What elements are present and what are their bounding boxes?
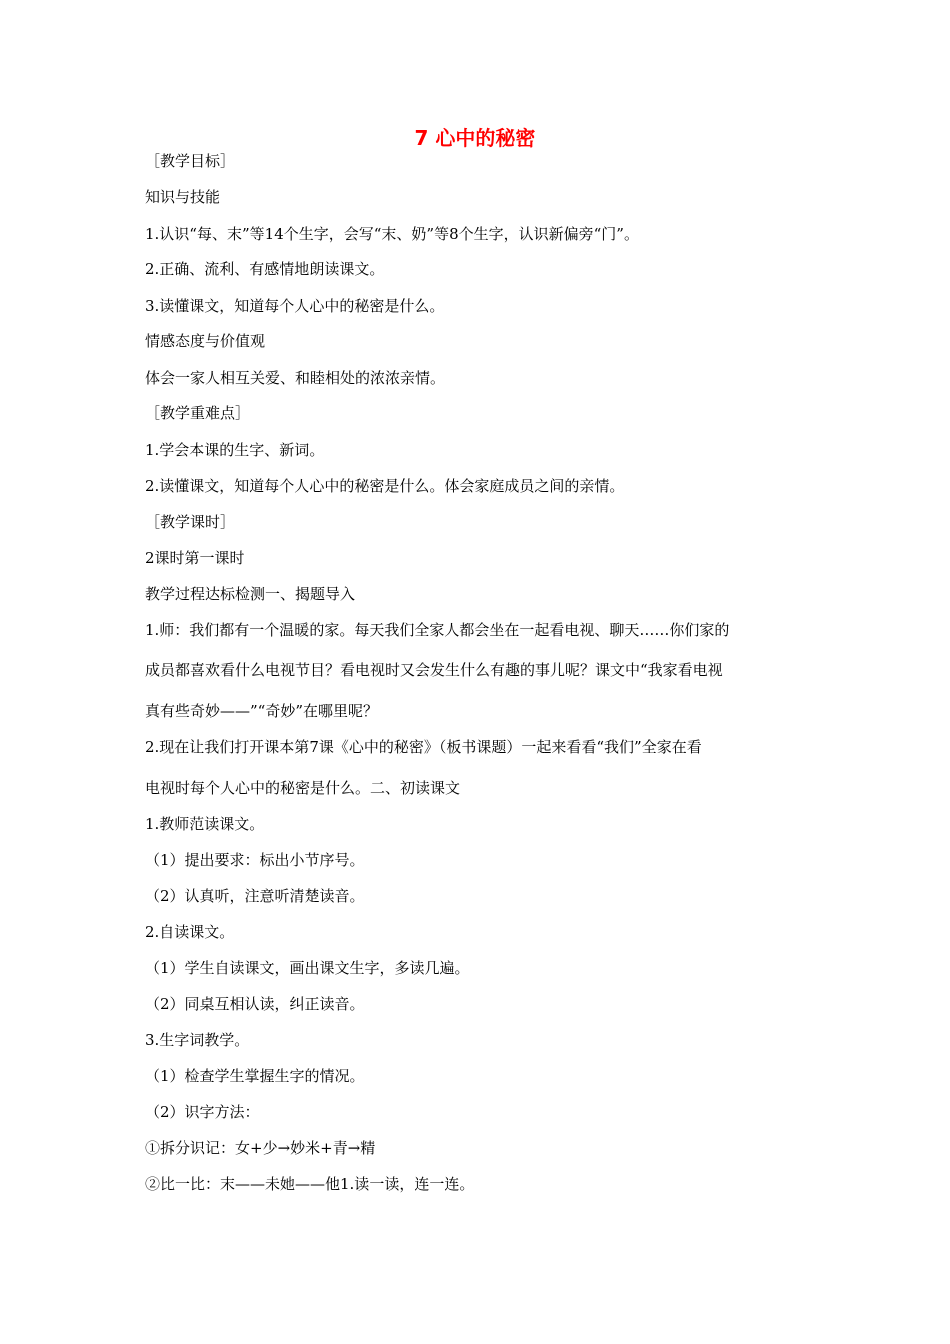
text-line: （1）学生自读课文，画出课文生字，多读几遍。 [145,959,470,977]
text-line: 真有些奇妙——”“奇妙”在哪里呢？ [145,702,379,720]
text-line: （2）同桌互相认读，纠正读音。 [145,995,365,1013]
text-line: ①拆分识记：女+少→妙米+青→精 [145,1139,376,1157]
text-line: （2）识字方法： [145,1103,260,1121]
text-line: 情感态度与价值观 [145,332,266,350]
text-line: 2课时第一课时 [145,549,245,567]
text-line: 3.生字词教学。 [145,1031,250,1049]
text-line: 1.师：我们都有一个温暖的家。每天我们全家人都会坐在一起看电视、聊天……你们家的 [145,621,730,639]
text-line: 知识与技能 [145,188,221,206]
document-title: 7 心中的秘密 [414,126,536,150]
text-line: 教学过程达标检测一、揭题导入 [145,585,356,603]
text-line: ［教学课时］ [145,513,236,531]
text-line: （1）检查学生掌握生字的情况。 [145,1067,365,1085]
text-line: ［教学重难点］ [145,404,251,422]
text-line: 1.认识“每、末”等14个生字，会写“末、奶”等8个生字，认识新偏旁“门”。 [145,225,639,243]
text-line: 2.正确、流利、有感情地朗读课文。 [145,260,385,278]
text-line: 2.读懂课文，知道每个人心中的秘密是什么。体会家庭成员之间的亲情。 [145,477,625,495]
text-line: 体会一家人相互关爱、和睦相处的浓浓亲情。 [145,369,446,387]
text-line: 3.读懂课文，知道每个人心中的秘密是什么。 [145,297,445,315]
text-line: 1.学会本课的生字、新词。 [145,441,325,459]
text-line: （1）提出要求：标出小节序号。 [145,851,365,869]
text-line: 1.教师范读课文。 [145,815,265,833]
text-line: ［教学目标］ [145,152,236,170]
text-line: （2）认真听，注意听清楚读音。 [145,887,365,905]
text-line: 2.自读课文。 [145,923,235,941]
text-line: 电视时每个人心中的秘密是什么。二、初读课文 [145,779,461,797]
text-line: ②比一比：末——未她——他1.读一读，连一连。 [145,1175,475,1193]
text-line: 成员都喜欢看什么电视节目？看电视时又会发生什么有趣的事儿呢？课文中“我家看电视 [145,661,723,679]
text-line: 2.现在让我们打开课本第7课《心中的秘密》（板书课题）一起来看看“我们”全家在看 [145,738,702,756]
